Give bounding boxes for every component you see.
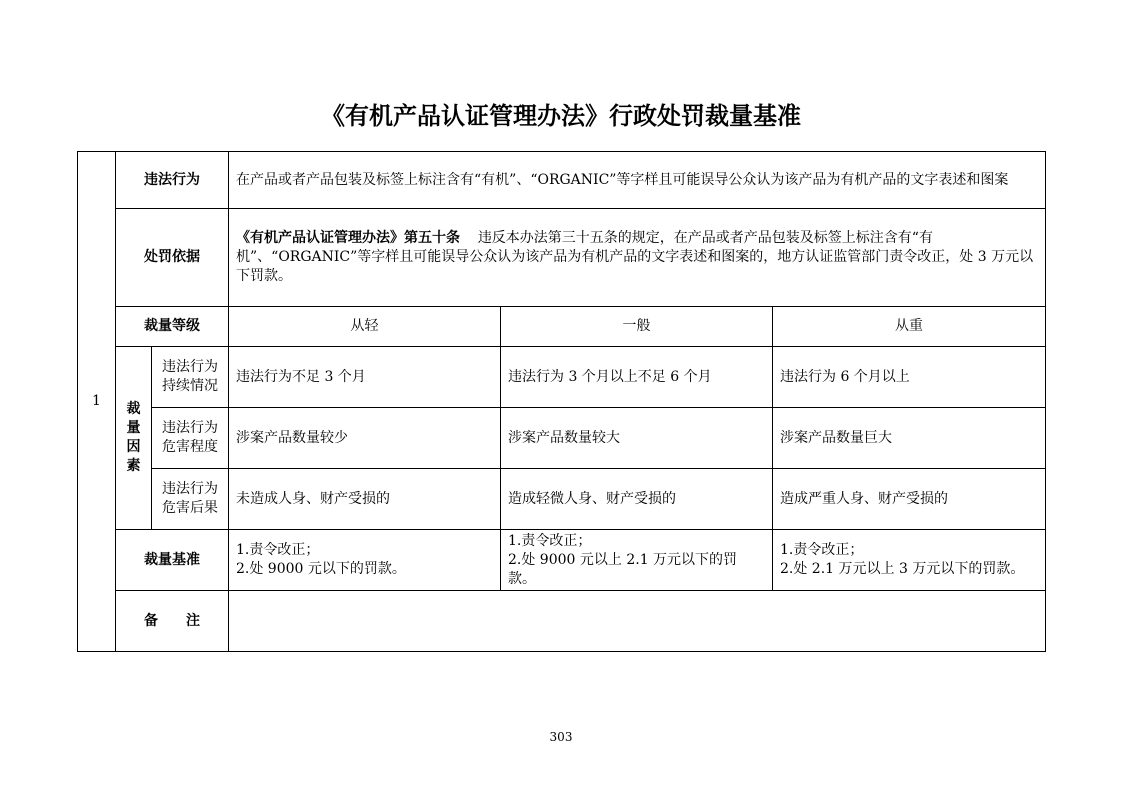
factor-heavy: 违法行为 6 个月以上 (773, 347, 1046, 408)
violation-row (78, 152, 1046, 209)
factor-name: 违法行为危害程度 (152, 408, 229, 469)
factor-normal: 涉案产品数量较大 (501, 408, 773, 469)
factors-label-char-2: 量 (126, 420, 141, 436)
standard-normal-line-1: 1.责令改正； (508, 532, 592, 549)
factor-normal: 违法行为 3 个月以上不足 6 个月 (501, 347, 773, 408)
standard-label: 裁量基准 (116, 530, 229, 591)
standard-normal-line-2: 2.处 9000 元以上 2.1 万元以下的罚款。 (508, 551, 738, 587)
remarks-row (78, 591, 1046, 652)
basis-text: 违反本办法第三十五条的规定，在产品或者产品包装及标签上标注含有“有机”、“ORGANIC”等字样且可能误导公众认为该产品为有机产品的文字表述和图案的，地方认证监管部门责令改正，处 3 万元以下罚款。 (236, 230, 1034, 284)
standard-heavy-line-1: 1.责令改正； (780, 542, 864, 558)
factor-light: 违法行为不足 3 个月 (229, 347, 501, 408)
violation-text: 在产品或者产品包装及标签上标注含有“有机”、“ORGANIC”等字样且可能误导公众认为该产品为有机产品的文字表述和图案 (229, 152, 1046, 209)
factor-heavy: 涉案产品数量巨大 (773, 408, 1046, 469)
standard-heavy-line-2: 2.处 2.1 万元以上 3 万元以下的罚款。 (780, 561, 1025, 577)
item-number: 1 (78, 152, 116, 652)
factor-light: 涉案产品数量较少 (229, 408, 501, 469)
factors-label (116, 347, 152, 530)
basis-label: 处罚依据 (116, 209, 229, 307)
remarks-text (229, 591, 1046, 652)
levels-label: 裁量等级 (116, 307, 229, 347)
basis-article: 《有机产品认证管理办法》第五十条 (236, 230, 460, 246)
factor-heavy: 造成严重人身、财产受损的 (773, 469, 1046, 530)
factor-light: 未造成人身、财产受损的 (229, 469, 501, 530)
standard-light-line-1: 1.责令改正； (236, 542, 320, 558)
factors-label-char-1: 裁 (126, 401, 141, 417)
level-normal: 一般 (501, 307, 773, 347)
factor-name: 违法行为持续情况 (152, 347, 229, 408)
factor-row (78, 469, 1046, 530)
factor-normal: 造成轻微人身、财产受损的 (501, 469, 773, 530)
basis-cell (229, 209, 1046, 307)
factors-label-char-4: 素 (126, 458, 141, 474)
factor-row (78, 408, 1046, 469)
standard-row (78, 530, 1046, 591)
penalty-table (77, 151, 1046, 652)
basis-row (78, 209, 1046, 307)
level-light: 从轻 (229, 307, 501, 347)
standard-light (229, 530, 501, 591)
remarks-label: 备 注 (116, 591, 229, 652)
violation-label: 违法行为 (116, 152, 229, 209)
page-title: 《有机产品认证管理办法》行政处罚裁量基准 (321, 102, 801, 130)
standard-normal (501, 530, 773, 591)
factor-row (78, 347, 1046, 408)
level-heavy: 从重 (773, 307, 1046, 347)
factors-label-char-3: 因 (126, 439, 141, 455)
levels-row (78, 307, 1046, 347)
standard-heavy (773, 530, 1046, 591)
page-number: 303 (549, 730, 573, 744)
factor-name: 违法行为危害后果 (152, 469, 229, 530)
standard-light-line-2: 2.处 9000 元以下的罚款。 (236, 561, 406, 577)
